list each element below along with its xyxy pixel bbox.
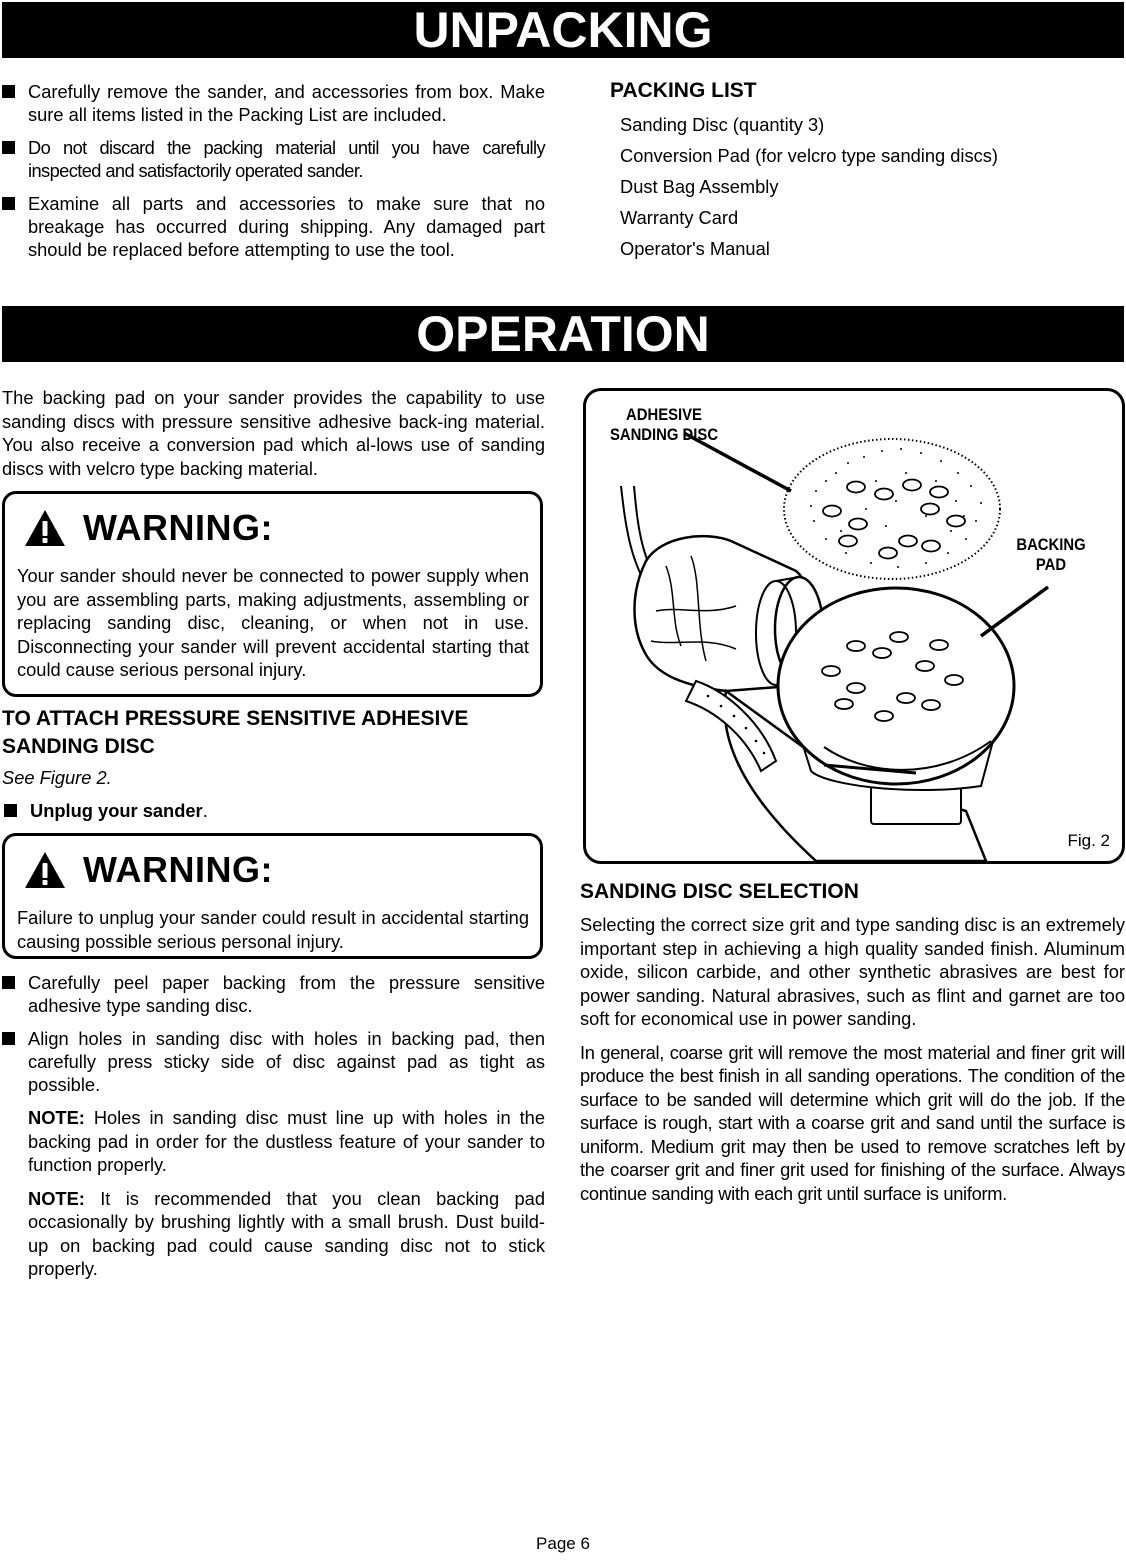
- list-item: Unplug your sander.: [2, 799, 547, 822]
- list-item: Sanding Disc (quantity 3): [620, 114, 825, 135]
- warning-label: WARNING:: [83, 849, 273, 890]
- unplug-bold: Unplug your sander: [30, 800, 203, 821]
- note: NOTE: It is recommended that you clean backing pad occasionally by brushing lightly with a small brush. Dust build-up on backing pad could cause sanding disc not to stick properly.: [28, 1187, 545, 1279]
- see-figure: See Figure 2.: [2, 767, 112, 788]
- figure-label-disc: ADHESIVE SANDING DISC: [609, 406, 719, 444]
- list-item: Do not discard the packing material until you have carefully inspected and satisfactorily operated sander.: [0, 136, 545, 182]
- list-item: Dust Bag Assembly: [620, 176, 779, 197]
- operation-title: OPERATION: [416, 306, 710, 362]
- page-number: Page 6: [536, 1534, 590, 1553]
- figure-label-pad: BACKING PAD: [1016, 536, 1086, 574]
- figure-2: [583, 388, 1125, 864]
- selection-section: [580, 878, 1125, 1205]
- warning-text: Your sander should never be connected to power supply when you are assembling parts, making adjustments, assembling or replacing sanding disc, cleaning, or when not in use. Disconnecting your sander will prevent accidental starting that could cause serious personal injury.: [17, 565, 529, 680]
- unpacking-title: UNPACKING: [413, 2, 713, 58]
- attach-heading: TO ATTACH PRESSURE SENSITIVE ADHESIVE SANDING DISC: [2, 707, 469, 758]
- list-item: Carefully remove the sander, and accessories from box. Make sure all items listed in the Packing List are included.: [0, 80, 545, 126]
- selection-heading: SANDING DISC SELECTION: [580, 880, 859, 903]
- warning-box: [2, 833, 543, 959]
- operation-intro: [2, 386, 545, 480]
- operation-banner: [2, 306, 1124, 362]
- list-item: Align holes in sanding disc with holes in backing pad, then carefully press sticky side of disc against pad as tight as possible.: [0, 1027, 545, 1096]
- list-item: Conversion Pad (for velcro type sanding discs): [620, 145, 998, 166]
- packing-list: [610, 77, 1110, 264]
- list-item: Examine all parts and accessories to make sure that no breakage has occurred during shipping. Any damaged part should be replaced before attempting to use the tool.: [0, 192, 545, 261]
- list-item: Warranty Card: [620, 207, 739, 228]
- attach-section: [2, 705, 547, 832]
- selection-paragraph: In general, coarse grit will remove the most material and finer grit will produce the best finish in all sanding operations. The condition of the surface to be sanded will determine which grit will do the job. If the surface is rough, start with a coarse grit and sand until the surface is uniform. Medium grit may then be used to remove scratches left by the coarser grit and finer grit used for finishing of the surface. Always continue sanding with each grit until surface is uniform.: [580, 1041, 1125, 1204]
- warning-label: WARNING:: [83, 507, 273, 548]
- unpacking-bullets: [0, 80, 545, 271]
- packing-list-heading: PACKING LIST: [610, 79, 757, 102]
- warning-box: [2, 491, 543, 697]
- warning-triangle-icon: [23, 850, 67, 890]
- intro-paragraph: The backing pad on your sander provides the capability to use sanding discs with pressure sensitive adhesive back-ing material. You also receive a conversion pad which al-lows use of sanding discs with velcro type backing material.: [2, 387, 545, 479]
- attach-steps: [0, 971, 545, 1291]
- list-item: Carefully peel paper backing from the pressure sensitive adhesive type sanding disc.: [0, 971, 545, 1017]
- figure-caption: Fig. 2: [1067, 831, 1110, 850]
- sander-illustration: [586, 391, 1122, 861]
- warning-triangle-icon: [23, 508, 67, 548]
- warning-text: Failure to unplug your sander could result in accidental starting causing possible serious personal injury.: [17, 907, 529, 952]
- unpacking-banner: [2, 2, 1124, 58]
- list-item: Operator's Manual: [620, 238, 770, 259]
- selection-paragraph: Selecting the correct size grit and type sanding disc is an extremely important step in achieving a high quality sanded finish. Aluminum oxide, silicon carbide, and other synthetic abrasives are best for power sanding. Natural abrasives, such as flint and garnet are too soft for economical use in power sanding.: [580, 914, 1125, 1029]
- note: NOTE: Holes in sanding disc must line up with holes in the backing pad in order for the dustless feature of your sander to function properly.: [28, 1107, 545, 1175]
